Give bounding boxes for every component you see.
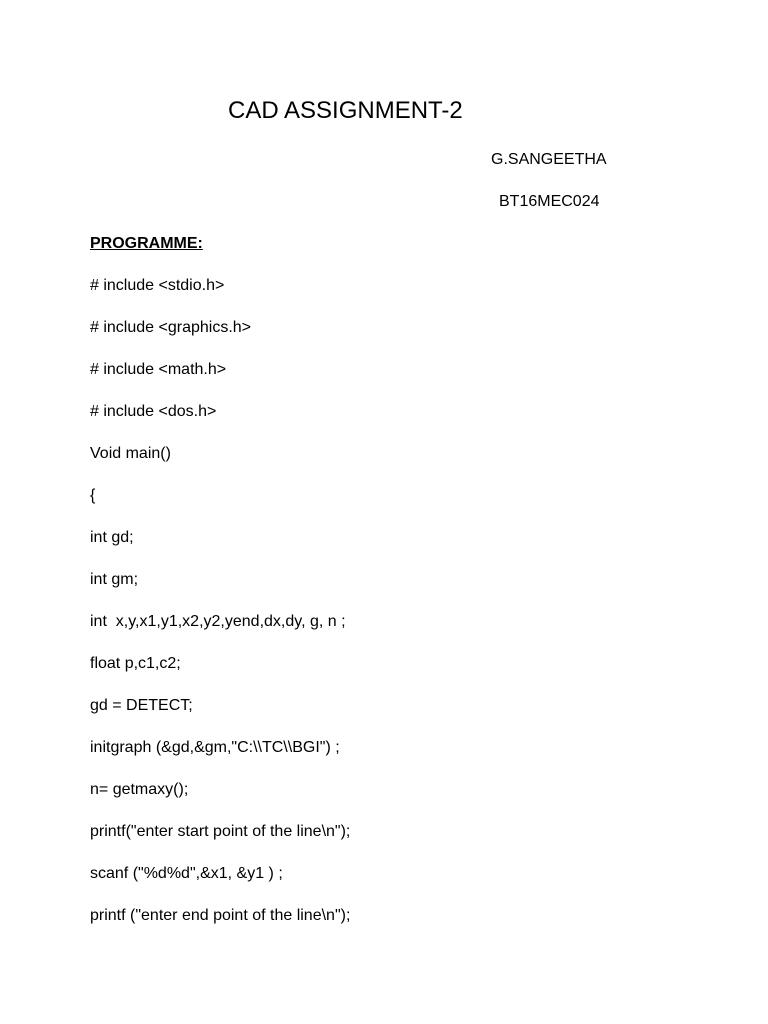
author-name: G.SANGEETHA [491,151,607,168]
code-line: float p,c1,c2; [90,655,181,672]
section-heading: PROGRAMME: [90,235,203,252]
code-line: # include <math.h> [90,361,227,378]
code-line: # include <graphics.h> [90,319,251,336]
code-line: printf ("enter end point of the line\n"); [90,907,351,924]
roll-number: BT16MEC024 [499,193,600,210]
code-line: # include <stdio.h> [90,277,225,294]
code-line: n= getmaxy(); [90,781,189,798]
code-line: gd = DETECT; [90,697,193,714]
code-line: initgraph (&gd,&gm,"C:\\TC\\BGI") ; [90,739,340,756]
code-line: int x,y,x1,y1,x2,y2,yend,dx,dy, g, n ; [90,613,346,630]
code-line: printf("enter start point of the line\n"); [90,823,351,840]
code-line: scanf ("%d%d",&x1, &y1 ) ; [90,865,283,882]
code-line: int gm; [90,571,139,588]
code-line: int gd; [90,529,134,546]
document-title: CAD ASSIGNMENT-2 [228,97,463,124]
code-line: Void main() [90,445,171,462]
code-listing [90,276,350,948]
code-line: # include <dos.h> [90,403,217,420]
code-line: { [90,487,96,504]
